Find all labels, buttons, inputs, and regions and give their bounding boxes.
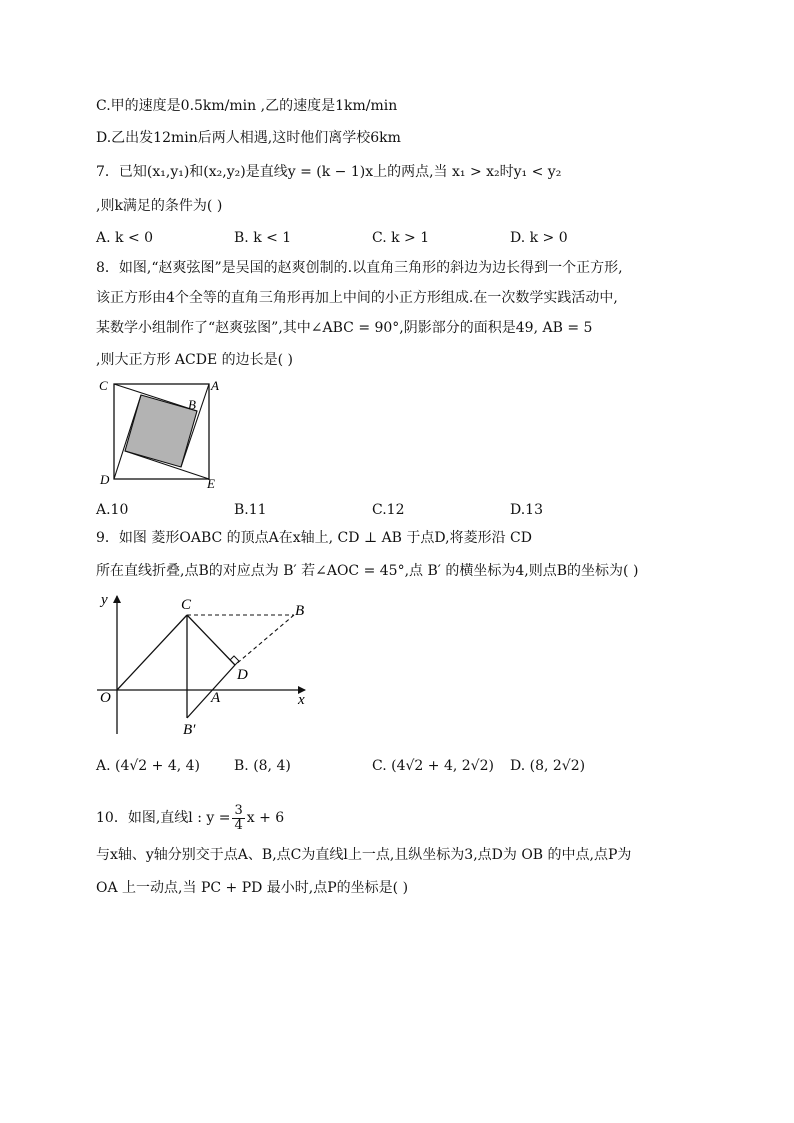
dashed-segment-bd	[235, 615, 294, 665]
question-8-option-c: C.12	[372, 502, 405, 518]
label-b-prime: B′	[183, 722, 196, 738]
question-6-option-c: C.甲的速度是0.5km/min ,乙的速度是1km/min	[96, 98, 398, 114]
question-7-option-b: B. k < 1	[234, 230, 292, 246]
question-9-option-d: D. (8, 2√2)	[510, 758, 586, 774]
question-7-option-d: D. k > 0	[510, 230, 568, 246]
question-7-stem: 7．已知(x₁,y₁)和(x₂,y₂)是直线y = (k − 1)x上的两点,当 x₁ > x₂时y₁ < y₂	[96, 164, 562, 180]
label-a: A	[211, 690, 221, 706]
label-o: O	[100, 690, 111, 706]
question-9-stem-1: 9．如图 菱形OABC 的顶点A在x轴上, CD ⊥ AB 于点D,将菱形沿 CD	[96, 530, 532, 546]
question-8-stem-1: 8．如图,“赵爽弦图”是吴国的赵爽创制的.以直角三角形的斜边为边长得到一个正方形,	[96, 260, 623, 276]
question-8-option-d: D.13	[510, 502, 543, 518]
question-8-stem-4: ,则大正方形 ACDE 的边长是( )	[96, 352, 293, 368]
label-b: B	[295, 603, 305, 619]
question-10-prefix: 10．如图,直线l : y =	[96, 810, 231, 826]
label-d: D	[100, 472, 110, 487]
question-9-option-c: C. (4√2 + 4, 2√2)	[372, 758, 494, 774]
zhao-shuang-figure	[94, 374, 226, 492]
question-7-option-c: C. k > 1	[372, 230, 430, 246]
question-9-option-a: A. (4√2 + 4, 4)	[96, 758, 201, 774]
rhombus-fold-figure	[92, 588, 322, 738]
label-c: C	[99, 378, 108, 393]
fraction-numerator: 3	[234, 802, 243, 818]
segment-cd	[187, 615, 235, 665]
label-a: A	[211, 378, 219, 393]
shaded-small-square	[125, 395, 197, 467]
question-10-stem-2: 与x轴、y轴分别交于点A、B,点C为直线l上一点,且纵坐标为3,点D为 OB 的中点,点P为	[96, 847, 632, 863]
label-y: y	[101, 592, 108, 608]
question-6-option-d: D.乙出发12min后两人相遇,这时他们离学校6km	[96, 130, 401, 146]
label-c: C	[181, 597, 192, 613]
question-7-stem-cont: ,则k满足的条件为( )	[96, 198, 223, 214]
question-10-stem-3: OA 上一动点,当 PC + PD 最小时,点P的坐标是( )	[96, 880, 409, 896]
label-x: x	[298, 692, 305, 708]
fraction-denominator: 4	[234, 817, 243, 833]
line-equation-fraction	[232, 804, 244, 833]
label-b: B	[188, 397, 196, 412]
label-d: D	[237, 667, 248, 683]
question-10-stem-1	[96, 800, 284, 836]
question-8-stem-3: 某数学小组制作了“赵爽弦图”,其中∠ABC = 90°,阴影部分的面积是49, AB = 5	[96, 320, 593, 336]
question-8-option-a: A.10	[96, 502, 129, 518]
question-7-option-a: A. k < 0	[96, 230, 154, 246]
question-8-option-b: B.11	[234, 502, 267, 518]
label-e: E	[207, 476, 215, 491]
question-9-stem-2: 所在直线折叠,点B的对应点为 B′ 若∠AOC = 45°,点 B′ 的横坐标为4,则点B的坐标为( )	[96, 563, 639, 579]
question-9-option-b: B. (8, 4)	[234, 758, 291, 774]
question-10-suffix: x + 6	[246, 810, 285, 826]
question-8-stem-2: 该正方形由4个全等的直角三角形再加上中间的小正方形组成.在一次数学实践活动中,	[96, 290, 618, 306]
segment-oc	[117, 615, 187, 690]
